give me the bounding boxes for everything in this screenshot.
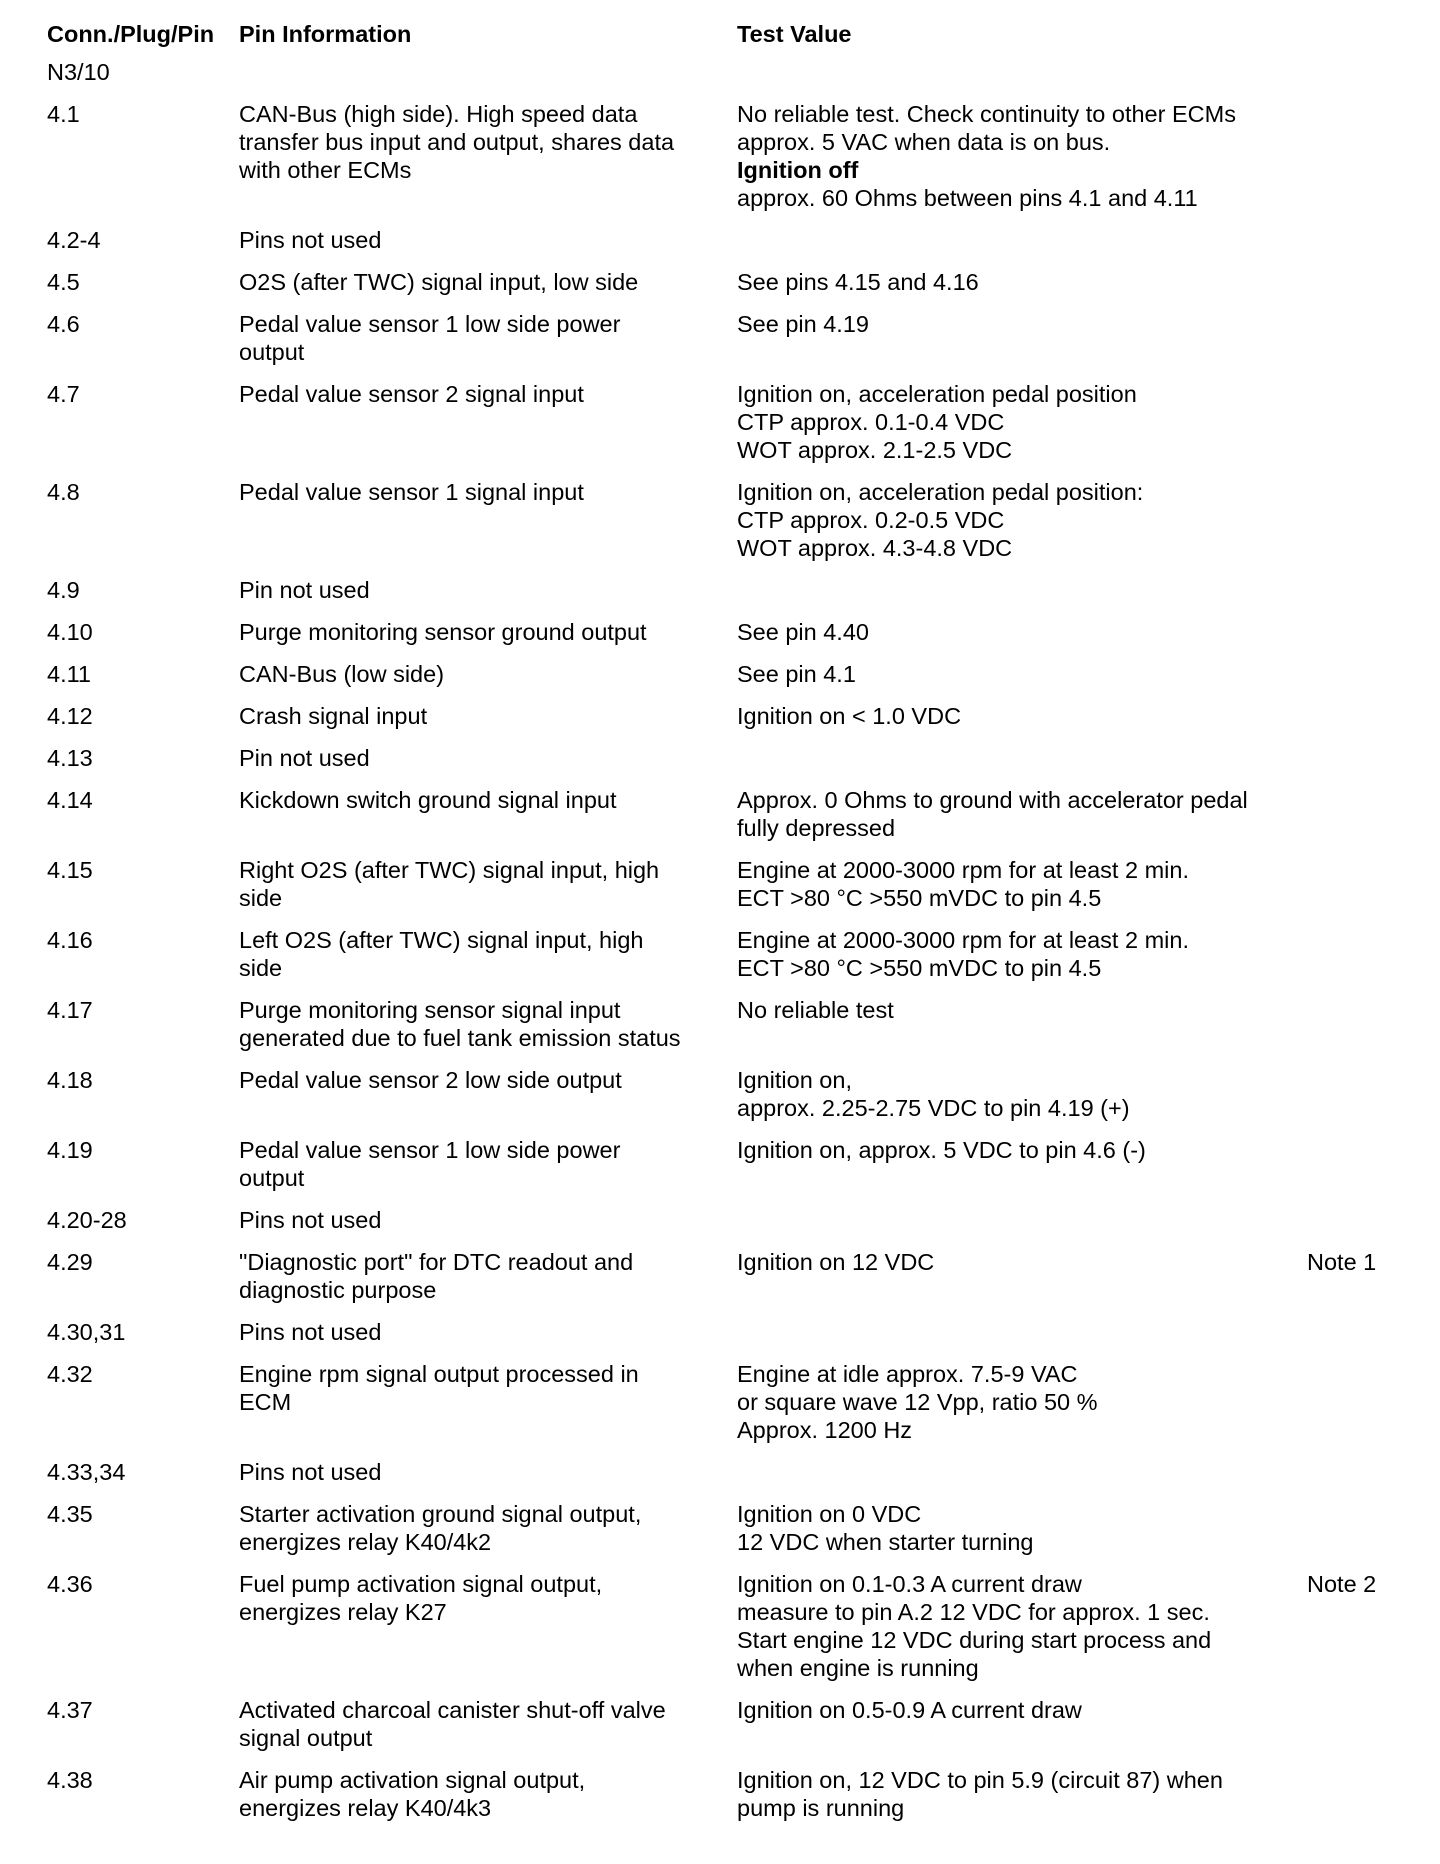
table-row (47, 618, 1417, 660)
table-row (47, 744, 1417, 786)
test-value (737, 268, 1317, 296)
info-line: Air pump activation signal output, (239, 1767, 586, 1793)
pin-table (47, 20, 1417, 1836)
info-line: signal output (239, 1725, 373, 1751)
info-line: CAN-Bus (high side). High speed data (239, 101, 638, 127)
info-line: O2S (after TWC) signal input, low side (239, 269, 639, 295)
pin-number: 4.19 (47, 1137, 93, 1163)
pin-number: 4.1 (47, 101, 80, 127)
pin-number: 4.20-28 (47, 1207, 127, 1233)
table-row (47, 856, 1417, 926)
table-row (47, 1570, 1417, 1696)
pin-information (239, 1570, 739, 1626)
table-row (47, 1766, 1417, 1836)
info-line: energizes relay K27 (239, 1599, 447, 1625)
test-line: Engine at idle approx. 7.5-9 VAC (737, 1361, 1078, 1387)
test-value (737, 478, 1317, 562)
test-value (737, 1066, 1317, 1122)
table-row (47, 1696, 1417, 1766)
test-line: or square wave 12 Vpp, ratio 50 % (737, 1389, 1098, 1415)
note-reference: Note 1 (1307, 1249, 1377, 1275)
pin-information (239, 478, 739, 506)
info-line: transfer bus input and output, shares data (239, 129, 675, 155)
test-line: when engine is running (737, 1655, 979, 1681)
test-line: approx. 60 Ohms between pins 4.1 and 4.11 (737, 185, 1198, 211)
info-line: output (239, 1165, 305, 1191)
test-line: Approx. 1200 Hz (737, 1417, 913, 1443)
pin-information (239, 1766, 739, 1822)
pin-information (239, 1136, 739, 1192)
info-line: side (239, 955, 283, 981)
table-row (47, 1206, 1417, 1248)
table-row (47, 576, 1417, 618)
pin-number: 4.12 (47, 703, 93, 729)
pin-information (239, 1248, 739, 1304)
test-value (737, 786, 1317, 842)
test-value (737, 856, 1317, 912)
test-line: CTP approx. 0.2-0.5 VDC (737, 507, 1005, 533)
pin-number: 4.17 (47, 997, 93, 1023)
test-value (737, 310, 1317, 338)
test-value (737, 660, 1317, 688)
test-line: approx. 2.25-2.75 VDC to pin 4.19 (+) (737, 1095, 1130, 1121)
test-line: 12 VDC when starter turning (737, 1529, 1034, 1555)
test-value (737, 1696, 1317, 1724)
test-line: Ignition on 0 VDC (737, 1501, 922, 1527)
info-line: ECM (239, 1389, 292, 1415)
test-value (737, 1570, 1317, 1682)
test-line: No reliable test. Check continuity to other ECMs (737, 101, 1236, 127)
header-test: Test Value (737, 21, 852, 47)
info-line: Fuel pump activation signal output, (239, 1571, 603, 1597)
pin-information (239, 576, 739, 604)
test-value (737, 1248, 1317, 1276)
info-line: Starter activation ground signal output, (239, 1501, 642, 1527)
info-line: Activated charcoal canister shut-off valve (239, 1697, 666, 1723)
test-line: Ignition off (737, 157, 859, 183)
info-line: generated due to fuel tank emission status (239, 1025, 681, 1051)
table-row (47, 926, 1417, 996)
pin-number: 4.15 (47, 857, 93, 883)
pin-number: 4.37 (47, 1697, 93, 1723)
table-row (47, 1458, 1417, 1500)
test-value (737, 380, 1317, 464)
test-value (737, 1766, 1317, 1822)
pin-number: 4.5 (47, 269, 80, 295)
info-line: Pins not used (239, 1207, 382, 1233)
info-line: Purge monitoring sensor signal input (239, 997, 621, 1023)
info-line: Pedal value sensor 1 low side power (239, 311, 621, 337)
pin-information (239, 268, 739, 296)
header-pin: Conn./Plug/Pin (47, 21, 215, 47)
test-line: Engine at 2000-3000 rpm for at least 2 min. (737, 857, 1189, 883)
test-line: Engine at 2000-3000 rpm for at least 2 min. (737, 927, 1189, 953)
test-line: Ignition on 12 VDC (737, 1249, 935, 1275)
pin-number: 4.10 (47, 619, 93, 645)
info-line: Left O2S (after TWC) signal input, high (239, 927, 644, 953)
pin-information (239, 786, 739, 814)
table-row (47, 1066, 1417, 1136)
table-row (47, 1318, 1417, 1360)
pin-number: 4.36 (47, 1571, 93, 1597)
pin-information (239, 702, 739, 730)
info-line: Pin not used (239, 745, 370, 771)
info-line: Pins not used (239, 1459, 382, 1485)
test-line: Ignition on 0.5-0.9 A current draw (737, 1697, 1082, 1723)
info-line: output (239, 339, 305, 365)
pin-information (239, 100, 739, 184)
pin-information (239, 660, 739, 688)
pin-number: 4.29 (47, 1249, 93, 1275)
header-info: Pin Information (239, 21, 412, 47)
pin-number: 4.33,34 (47, 1459, 126, 1485)
pin-number: 4.13 (47, 745, 93, 771)
pin-number: 4.38 (47, 1767, 93, 1793)
test-line: Ignition on, approx. 5 VDC to pin 4.6 (-) (737, 1137, 1146, 1163)
info-line: Pedal value sensor 1 low side power (239, 1137, 621, 1163)
info-line: Purge monitoring sensor ground output (239, 619, 647, 645)
connector-label: N3/10 (47, 59, 110, 85)
pin-information (239, 380, 739, 408)
test-value (737, 1360, 1317, 1444)
pin-information (239, 1318, 739, 1346)
pin-information (239, 1206, 739, 1234)
test-line: pump is running (737, 1795, 905, 1821)
test-line: Ignition on, acceleration pedal position (737, 381, 1137, 407)
info-line: energizes relay K40/4k2 (239, 1529, 492, 1555)
table-row (47, 100, 1417, 226)
info-line: Engine rpm signal output processed in (239, 1361, 639, 1387)
info-line: Pedal value sensor 2 signal input (239, 381, 584, 407)
table-row (47, 996, 1417, 1066)
test-line: Approx. 0 Ohms to ground with accelerator pedal (737, 787, 1248, 813)
info-line: CAN-Bus (low side) (239, 661, 445, 687)
test-line: fully depressed (737, 815, 896, 841)
pin-number: 4.7 (47, 381, 80, 407)
info-line: Pins not used (239, 227, 382, 253)
test-line: measure to pin A.2 12 VDC for approx. 1 sec. (737, 1599, 1210, 1625)
info-line: Kickdown switch ground signal input (239, 787, 617, 813)
pin-number: 4.30,31 (47, 1319, 126, 1345)
info-line: Right O2S (after TWC) signal input, high (239, 857, 660, 883)
table-row (47, 1500, 1417, 1570)
test-line: No reliable test (737, 997, 894, 1023)
test-line: Ignition on, (737, 1067, 852, 1093)
table-row (47, 702, 1417, 744)
pin-information (239, 310, 739, 366)
test-line: CTP approx. 0.1-0.4 VDC (737, 409, 1005, 435)
pin-information (239, 618, 739, 646)
table-row (47, 226, 1417, 268)
table-row (47, 660, 1417, 702)
test-line: approx. 5 VAC when data is on bus. (737, 129, 1111, 155)
pin-information (239, 226, 739, 254)
pin-number: 4.35 (47, 1501, 93, 1527)
table-row (47, 310, 1417, 380)
pin-number: 4.8 (47, 479, 80, 505)
info-line: "Diagnostic port" for DTC readout and (239, 1249, 634, 1275)
test-value (737, 100, 1317, 212)
test-value (737, 996, 1317, 1024)
test-line: Ignition on 0.1-0.3 A current draw (737, 1571, 1082, 1597)
test-line: WOT approx. 2.1-2.5 VDC (737, 437, 1013, 463)
pin-number: 4.18 (47, 1067, 93, 1093)
test-line: ECT >80 °C >550 mVDC to pin 4.5 (737, 955, 1102, 981)
pin-number: 4.32 (47, 1361, 93, 1387)
note-reference: Note 2 (1307, 1571, 1377, 1597)
info-line: with other ECMs (239, 157, 412, 183)
table-row (47, 1136, 1417, 1206)
test-line: Start engine 12 VDC during start process and (737, 1627, 1212, 1653)
table-row (47, 1248, 1417, 1318)
test-value (737, 1136, 1317, 1164)
test-value (737, 926, 1317, 982)
pin-information (239, 1066, 739, 1094)
table-header (47, 20, 1417, 58)
test-value (737, 1500, 1317, 1556)
table-row (47, 786, 1417, 856)
info-line: Pins not used (239, 1319, 382, 1345)
test-line: See pins 4.15 and 4.16 (737, 269, 979, 295)
info-line: side (239, 885, 283, 911)
pin-information (239, 856, 739, 912)
test-line: See pin 4.40 (737, 619, 869, 645)
table-row (47, 1360, 1417, 1458)
info-line: energizes relay K40/4k3 (239, 1795, 492, 1821)
pin-number: 4.9 (47, 577, 80, 603)
info-line: Crash signal input (239, 703, 428, 729)
pin-information (239, 1458, 739, 1486)
pin-number: 4.14 (47, 787, 93, 813)
test-line: See pin 4.19 (737, 311, 869, 337)
pin-number: 4.11 (47, 661, 91, 687)
test-value (737, 618, 1317, 646)
test-line: Ignition on < 1.0 VDC (737, 703, 962, 729)
info-line: Pin not used (239, 577, 370, 603)
pin-information (239, 996, 739, 1052)
test-line: See pin 4.1 (737, 661, 856, 687)
test-line: Ignition on, 12 VDC to pin 5.9 (circuit 87) when (737, 1767, 1223, 1793)
pin-information (239, 1500, 739, 1556)
pin-number: 4.16 (47, 927, 93, 953)
test-line: Ignition on, acceleration pedal position: (737, 479, 1144, 505)
table-row (47, 478, 1417, 576)
pin-information (239, 1696, 739, 1752)
info-line: Pedal value sensor 2 low side output (239, 1067, 622, 1093)
pin-information (239, 926, 739, 982)
test-value (737, 702, 1317, 730)
test-line: ECT >80 °C >550 mVDC to pin 4.5 (737, 885, 1102, 911)
table-row (47, 268, 1417, 310)
info-line: Pedal value sensor 1 signal input (239, 479, 584, 505)
connector-id (47, 58, 1417, 100)
table-row (47, 380, 1417, 478)
test-line: WOT approx. 4.3-4.8 VDC (737, 535, 1013, 561)
info-line: diagnostic purpose (239, 1277, 437, 1303)
pin-information (239, 744, 739, 772)
pin-number: 4.6 (47, 311, 80, 337)
table-body (47, 100, 1417, 1836)
pin-number: 4.2-4 (47, 227, 101, 253)
pin-information (239, 1360, 739, 1416)
